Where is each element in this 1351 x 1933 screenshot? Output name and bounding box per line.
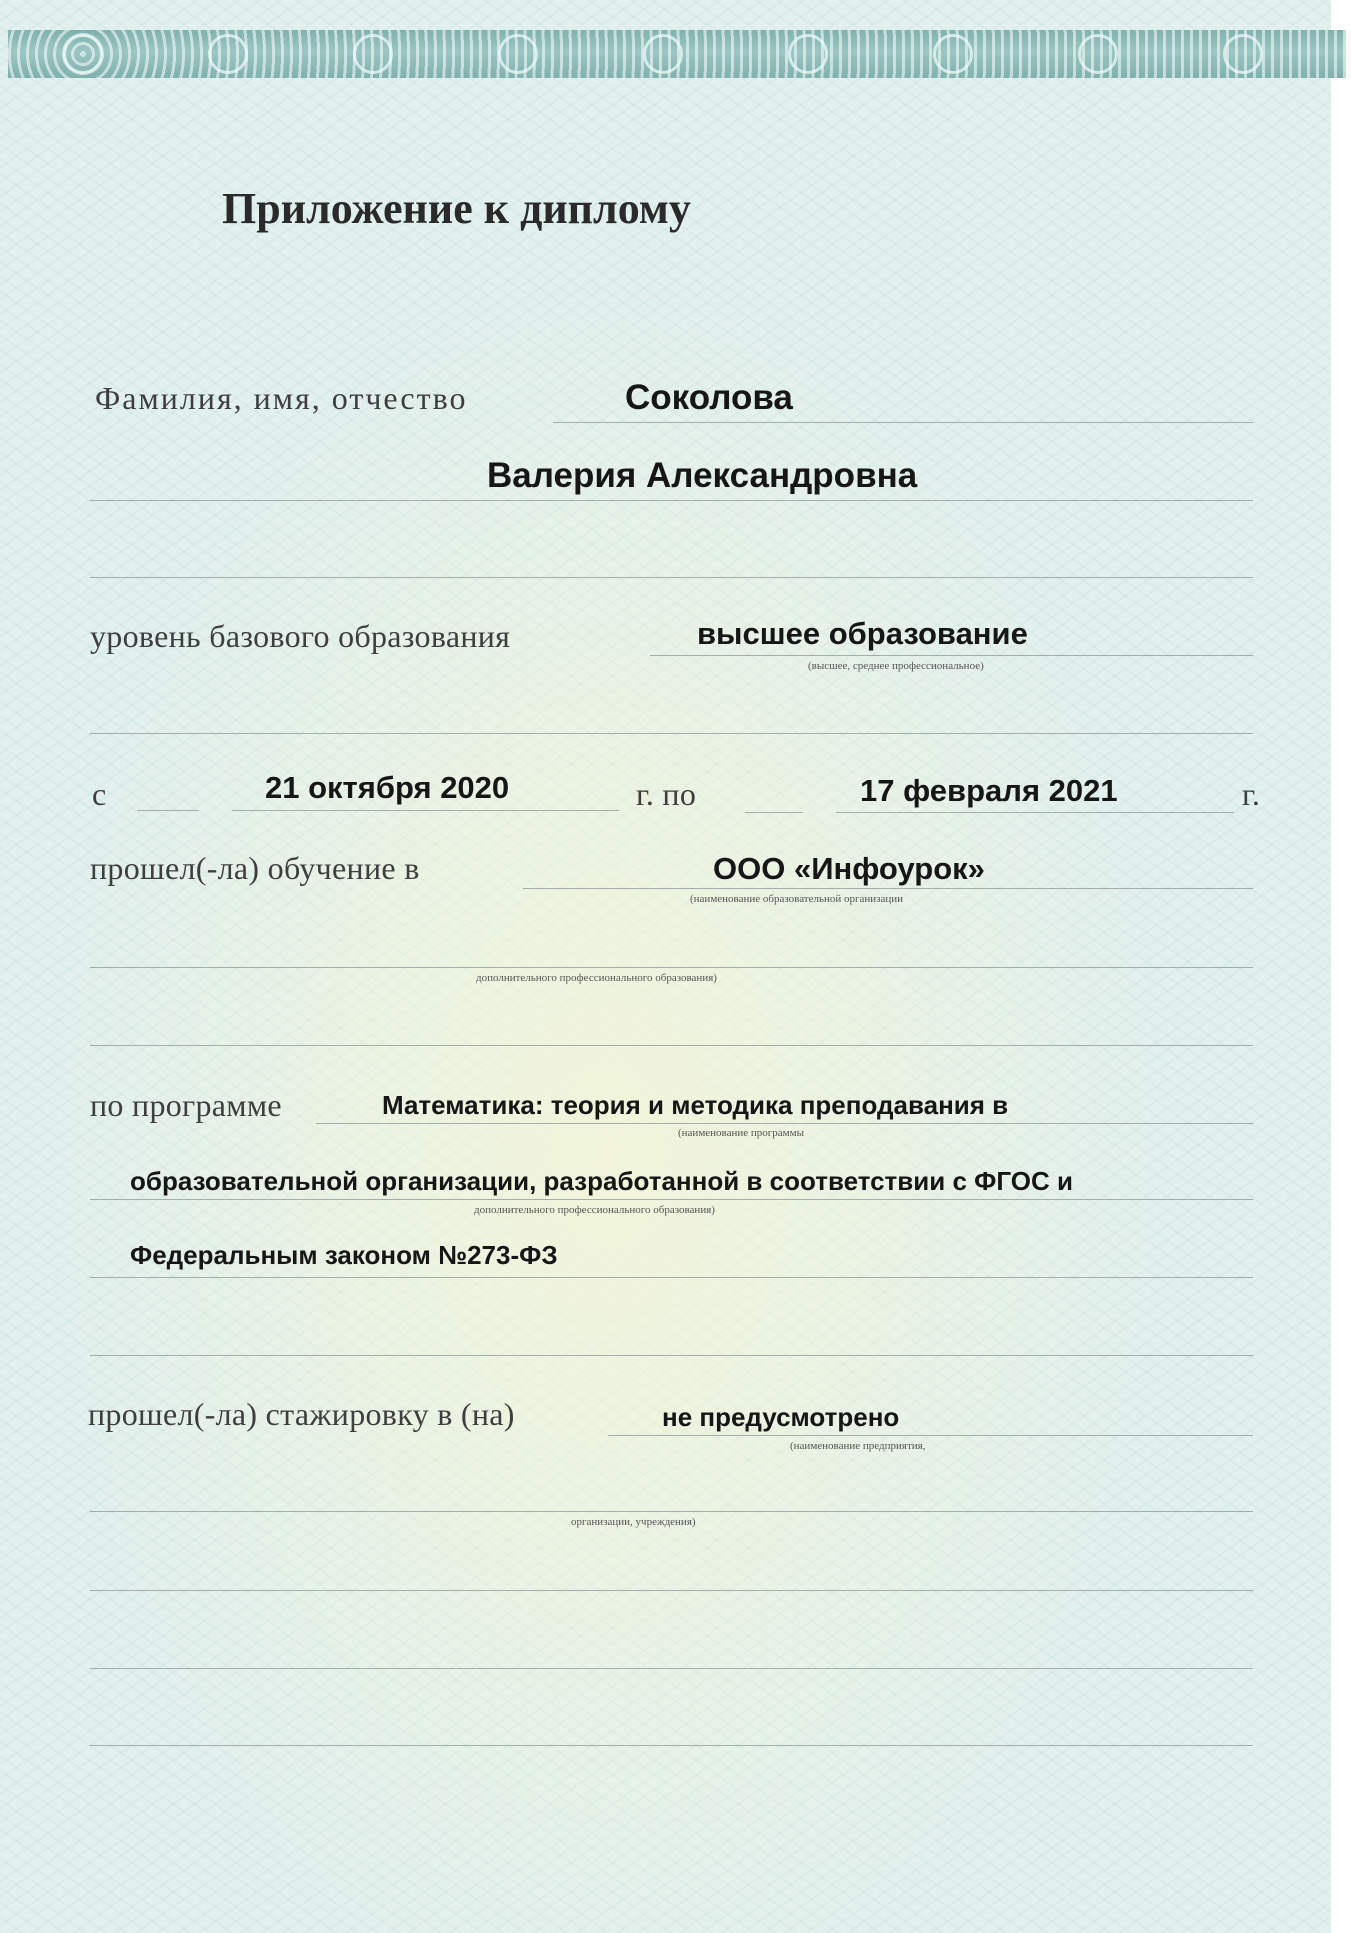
ornament-icon (643, 34, 683, 74)
period-to-line (836, 812, 1234, 813)
ornament-icon (353, 34, 393, 74)
program-hint-2: дополнительного профессионального образования) (474, 1204, 715, 1216)
education-level-value: высшее образование (697, 616, 1028, 651)
internship-line-5 (90, 1745, 1253, 1746)
program-label: по программе (90, 1087, 282, 1123)
program-underline-2 (90, 1199, 1253, 1200)
ornament-icon (1078, 34, 1118, 74)
internship-line-4 (90, 1668, 1253, 1669)
period-to-date: 17 февраля 2021 (860, 773, 1118, 808)
internship-value: не предусмотрено (662, 1402, 900, 1432)
ornament-icon (788, 34, 828, 74)
ornament-icon (208, 34, 248, 74)
internship-line-3 (90, 1590, 1253, 1591)
fio-label: Фамилия, имя, отчество (95, 380, 468, 416)
internship-line-2 (90, 1511, 1253, 1512)
document-title: Приложение к диплому (222, 184, 691, 233)
period-from-blank (137, 810, 199, 811)
training-hint-2: дополнительного профессионального образования) (476, 972, 717, 984)
program-line-3: Федеральным законом №273-ФЗ (130, 1240, 558, 1270)
program-line-2: образовательной организации, разработанной в соответствии с ФГОС и (130, 1166, 1073, 1196)
training-hint-1: (наименование образовательной организации (690, 893, 904, 905)
program-underline-1 (316, 1123, 1253, 1124)
last-name-value: Соколова (625, 378, 793, 417)
program-underline-4 (90, 1355, 1253, 1356)
period-mid-label: г. по (636, 776, 697, 812)
training-line-2 (90, 967, 1253, 968)
program-underline-3 (90, 1277, 1253, 1278)
first-middle-name-value: Валерия Александровна (487, 456, 918, 495)
education-level-label: уровень базового образования (90, 618, 511, 654)
internship-label: прошел(-ла) стажировку в (на) (88, 1396, 515, 1432)
internship-hint-2: организации, учреждения) (571, 1516, 696, 1528)
period-from-date: 21 октября 2020 (265, 770, 510, 805)
program-line-1: Математика: теория и методика преподавания в (382, 1090, 1009, 1120)
education-level-line (650, 655, 1253, 656)
period-from-line (232, 810, 619, 811)
training-organization-value: ООО «Инфоурок» (713, 851, 985, 886)
training-line (523, 888, 1253, 889)
period-from-prefix: с (92, 776, 107, 812)
fio-line-3 (90, 577, 1253, 578)
scan-margin (1331, 0, 1351, 1933)
fio-line-2 (90, 500, 1253, 501)
ornament-icon (1223, 34, 1263, 74)
fio-line-1 (553, 422, 1253, 423)
ornament-icon (498, 34, 538, 74)
program-hint-1: (наименование программы (678, 1127, 804, 1139)
education-level-line-2 (90, 733, 1253, 734)
internship-line (608, 1435, 1253, 1436)
ornament-icon (63, 34, 103, 74)
internship-hint-1: (наименование предприятия, (790, 1440, 926, 1452)
training-label: прошел(-ла) обучение в (90, 850, 420, 886)
education-level-hint: (высшее, среднее профессиональное) (808, 660, 984, 672)
ornament-icon (933, 34, 973, 74)
period-end-label: г. (1242, 776, 1261, 812)
guilloche-border (8, 30, 1346, 78)
training-line-3 (90, 1045, 1253, 1046)
period-to-blank (745, 812, 803, 813)
